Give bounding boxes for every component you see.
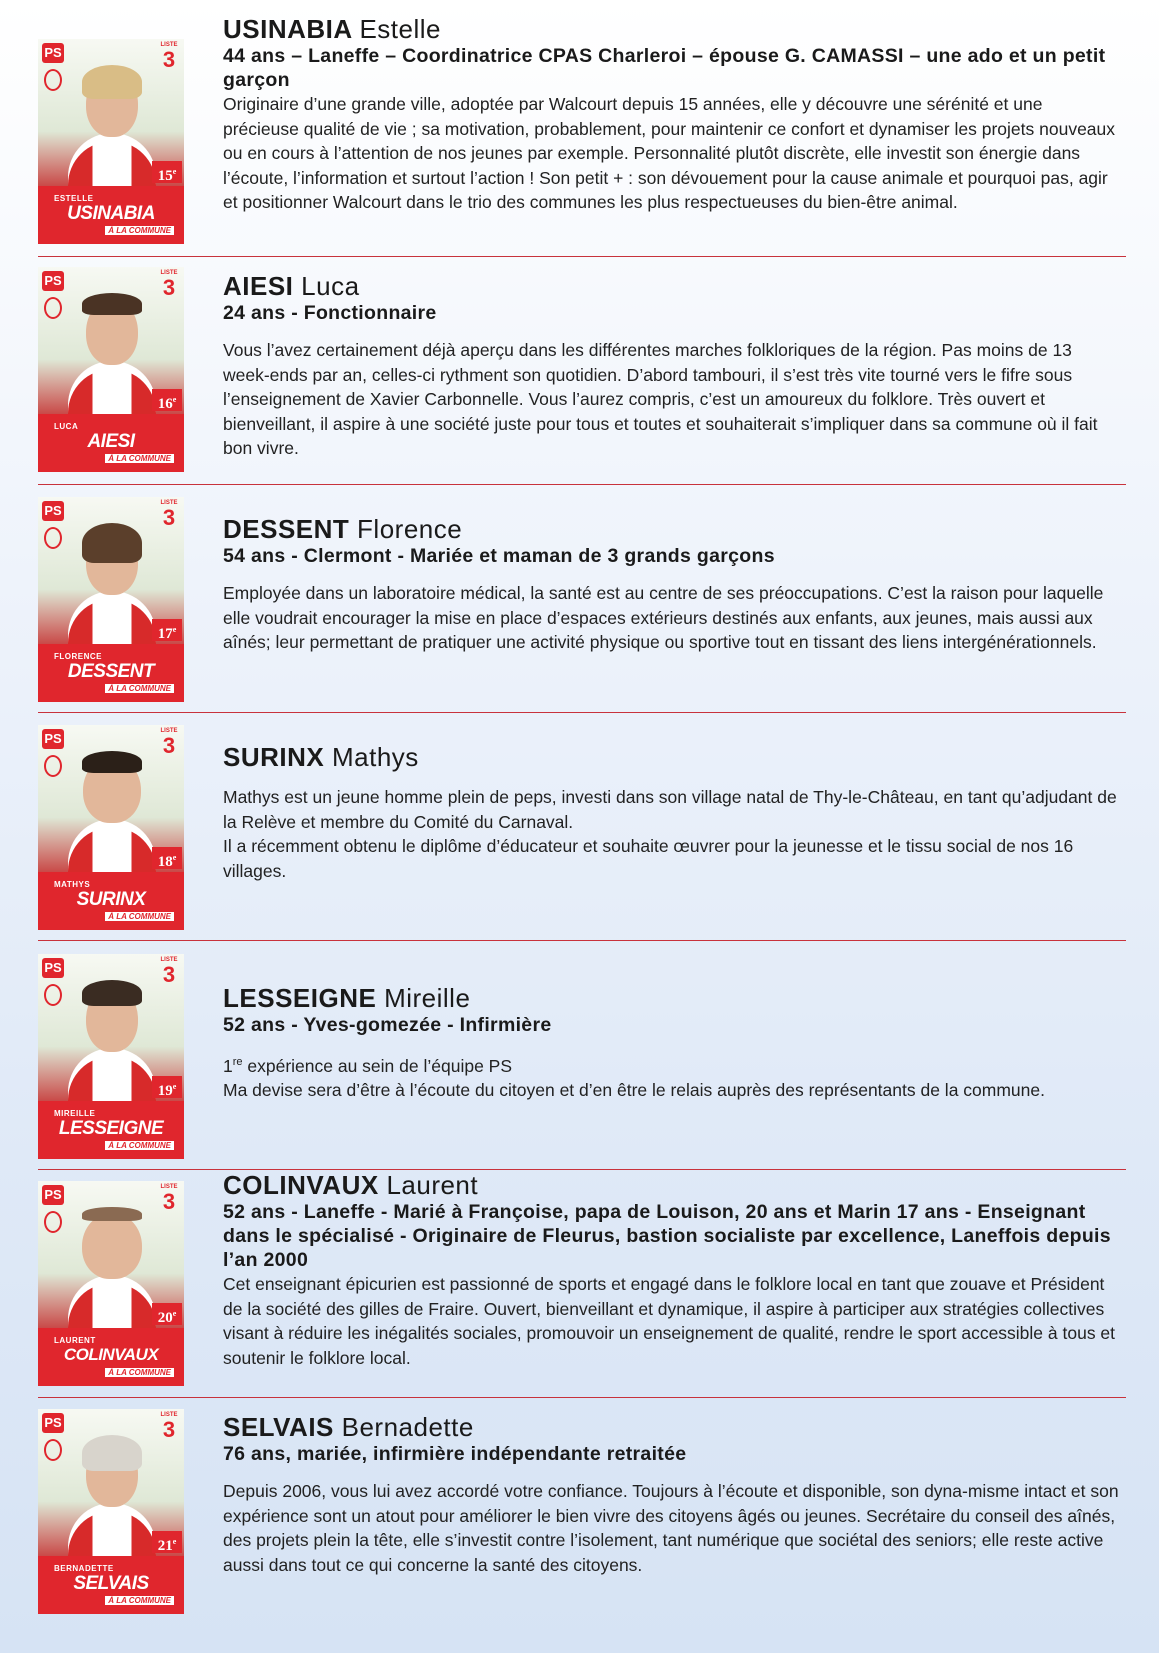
candidate-poster (38, 39, 184, 244)
candidate-bio: 1re expérience au sein de l’équipe PS Ma devise sera d’être à l’écoute du citoyen et d’en être le relais auprès des représentants de la commune. (223, 1055, 1045, 1101)
candidate-subtitle: 52 ans - Laneffe - Marié à Françoise, papa de Louison, 20 ans et Marin 17 ans - Enseignant dans le spécialisé - Originaire de Fleurus, bastion socialiste par excellence, Laneffois depuis l’an 2000 (223, 1201, 1111, 1271)
candidate-entry (38, 1169, 1126, 1398)
rose-icon (44, 1439, 62, 1461)
rank-badge: 19e (152, 1076, 182, 1098)
ps-logo-icon: PS (42, 958, 64, 978)
candidate-poster (38, 725, 184, 930)
candidate-photo (68, 980, 156, 1098)
commune-label: À LA COMMUNE (105, 226, 174, 235)
candidate-entry (38, 712, 1126, 941)
candidate-photo (68, 751, 156, 869)
poster-last-name: SURINX (76, 889, 146, 910)
candidate-bio: Cet enseignant épicurien est passionné de sports et engagé dans le folklore local en tant que zouave et Président de la société des gilles de Fraire. Ouvert, bienveillant et dynamique, il aspire à participer aux stratégies collectives visant à réduire les inégalités sociales, promouvoir un enseignement de qualité, rendre le sport accessible à tous et soutenir le folklore local. (223, 1274, 1116, 1368)
candidate-photo (68, 1207, 156, 1325)
ps-logo-icon: PS (42, 1185, 64, 1205)
commune-label: À LA COMMUNE (105, 1596, 174, 1605)
candidate-entry (38, 1397, 1126, 1637)
poster-first-name: BERNADETTE (54, 1564, 114, 1573)
candidate-entry (38, 484, 1126, 713)
poster-first-name: ESTELLE (54, 194, 94, 203)
candidate-bio: Employée dans un laboratoire médical, la santé est au centre de ses préoccupations. C’est la raison pour laquelle elle voudrait encourager la mise en place d’espaces extérieurs destinés aux enfants, aux jeunes, mais aussi aux aînés; leur permettant de pratiquer une activité physique ou sportive tout en tissant des liens intergénérationnels. (223, 583, 1104, 652)
candidate-poster (38, 954, 184, 1159)
list-tag: LISTE (160, 270, 178, 276)
name-band (38, 186, 184, 244)
poster-last-name: DESSENT (67, 661, 155, 682)
list-tag: LISTE (160, 500, 178, 506)
poster-last-name: LESSEIGNE (58, 1118, 164, 1139)
commune-label: À LA COMMUNE (105, 912, 174, 921)
list-tag: LISTE (160, 728, 178, 734)
candidate-photo (68, 1435, 156, 1553)
rank-badge: 17e (152, 619, 182, 641)
rank-badge: 18e (152, 847, 182, 869)
list-tag: LISTE (160, 957, 178, 963)
list-number: 3 (162, 733, 176, 758)
candidate-poster (38, 267, 184, 472)
candidate-photo (68, 293, 156, 411)
rose-icon (44, 1211, 62, 1233)
candidate-entry (38, 12, 1126, 257)
candidate-photo (68, 65, 156, 183)
list-number: 3 (162, 47, 176, 72)
commune-label: À LA COMMUNE (105, 454, 174, 463)
rose-icon (44, 297, 62, 319)
candidate-name: AIESI Luca (223, 271, 360, 301)
candidate-bio: Vous l’avez certainement déjà aperçu dans les différentes marches folkloriques de la région. Pas moins de 13 week-ends par an, celles-ci rythment son quotidien. D’abord tambouri, il s’est très vite tourné vers le fifre sous l’enseignement de Xavier Carbonnelle. Vous l’aurez compris, c’est un amoureux du folklore. Très ouvert et bienveillant, il aspire à une société juste pour tous et toutes et souhaiterait s’impliquer dans sa commune où il fait bon vivre. (223, 340, 1098, 458)
rank-badge: 21e (152, 1531, 182, 1553)
candidate-poster (38, 497, 184, 702)
poster-first-name: FLORENCE (54, 652, 102, 661)
candidate-bio: Depuis 2006, vous lui avez accordé votre confiance. Toujours à l’écoute et disponible, son dyna-misme intact et son expérience sont un atout pour améliorer le bien vivre des citoyens âgés ou jeunes. Secrétaire du conseil des aînés, des projets plein la tête, elle s’investit contre l’isolement, tant numérique que sociétal des seniors; elle reste active aussi dans tout ce qui concerne la santé des citoyens. (223, 1481, 1119, 1575)
name-band (38, 414, 184, 472)
list-tag: LISTE (160, 1184, 178, 1190)
list-number: 3 (162, 275, 176, 300)
list-tag: LISTE (160, 42, 178, 48)
name-band (38, 1556, 184, 1614)
candidate-name: DESSENT Florence (223, 514, 463, 544)
candidate-entry (38, 256, 1126, 485)
ps-logo-icon: PS (42, 1413, 64, 1433)
candidate-entry (38, 940, 1126, 1170)
name-band (38, 872, 184, 930)
list-tag: LISTE (160, 1412, 178, 1418)
poster-last-name: SELVAIS (73, 1573, 149, 1594)
candidate-subtitle: 76 ans, mariée, infirmière indépendante retraitée (223, 1443, 687, 1465)
poster-last-name: COLINVAUX (63, 1345, 159, 1364)
candidate-subtitle: 44 ans – Laneffe – Coordinatrice CPAS Charleroi – épouse G. CAMASSI – une ado et un petit garçon (223, 45, 1106, 91)
candidate-subtitle: 52 ans - Yves-gomezée - Infirmière (223, 1014, 552, 1036)
rank-badge: 20e (152, 1303, 182, 1325)
commune-label: À LA COMMUNE (105, 684, 174, 693)
poster-last-name: USINABIA (67, 203, 155, 224)
ps-logo-icon: PS (42, 43, 64, 63)
poster-first-name: MATHYS (54, 880, 91, 889)
candidate-subtitle: 54 ans - Clermont - Mariée et maman de 3 grands garçons (223, 545, 775, 567)
candidate-poster (38, 1181, 184, 1386)
name-band (38, 1101, 184, 1159)
list-number: 3 (162, 505, 176, 530)
candidate-name: SELVAIS Bernadette (223, 1412, 474, 1442)
candidate-name: COLINVAUX Laurent (223, 1170, 479, 1200)
rose-icon (44, 984, 62, 1006)
poster-last-name: AIESI (87, 431, 135, 452)
list-number: 3 (162, 962, 176, 987)
name-band (38, 1328, 184, 1386)
candidate-name: SURINX Mathys (223, 742, 419, 772)
poster-first-name: LUCA (54, 422, 79, 431)
rose-icon (44, 755, 62, 777)
ps-logo-icon: PS (42, 271, 64, 291)
commune-label: À LA COMMUNE (105, 1368, 174, 1377)
rank-badge: 16e (152, 389, 182, 411)
name-band (38, 644, 184, 702)
ps-logo-icon: PS (42, 501, 64, 521)
commune-label: À LA COMMUNE (105, 1141, 174, 1150)
poster-first-name: MIREILLE (54, 1109, 96, 1118)
candidate-photo (68, 523, 156, 641)
list-number: 3 (162, 1417, 176, 1442)
rose-icon (44, 527, 62, 549)
rank-badge: 15e (152, 161, 182, 183)
list-number: 3 (162, 1189, 176, 1214)
candidate-subtitle: 24 ans - Fonctionnaire (223, 302, 437, 324)
poster-first-name: LAURENT (54, 1336, 96, 1345)
candidate-name: USINABIA Estelle (223, 14, 441, 44)
ps-logo-icon: PS (42, 729, 64, 749)
candidate-name: LESSEIGNE Mireille (223, 983, 471, 1013)
candidate-poster (38, 1409, 184, 1614)
candidate-bio: Mathys est un jeune homme plein de peps, investi dans son village natal de Thy-le-Château, en tant qu’adjudant de la Relève et membre du Comité du Carnaval. Il a récemment obtenu le diplôme d’éducateur et souhaite œuvrer pour la jeunesse et le tissu social de nos 16 villages. (223, 787, 1117, 881)
rose-icon (44, 69, 62, 91)
candidate-bio: Originaire d’une grande ville, adoptée par Walcourt depuis 15 années, elle y découvre une sérénité et une précieuse qualité de vie ; sa motivation, probablement, pour maintenir ce confort et dynamiser les projets nouveaux ou en cours à l’attention de nos jeunes par exemple. Personnalité plutôt discrète, elle investit son énergie dans l’écoute, l’information et surtout l’action ! Son petit + : son dévouement pour la cause animale et pourquoi pas, agir et positionner Walcourt dans le trio des communes les plus respectueuses du bien-être animal. (223, 94, 1116, 212)
